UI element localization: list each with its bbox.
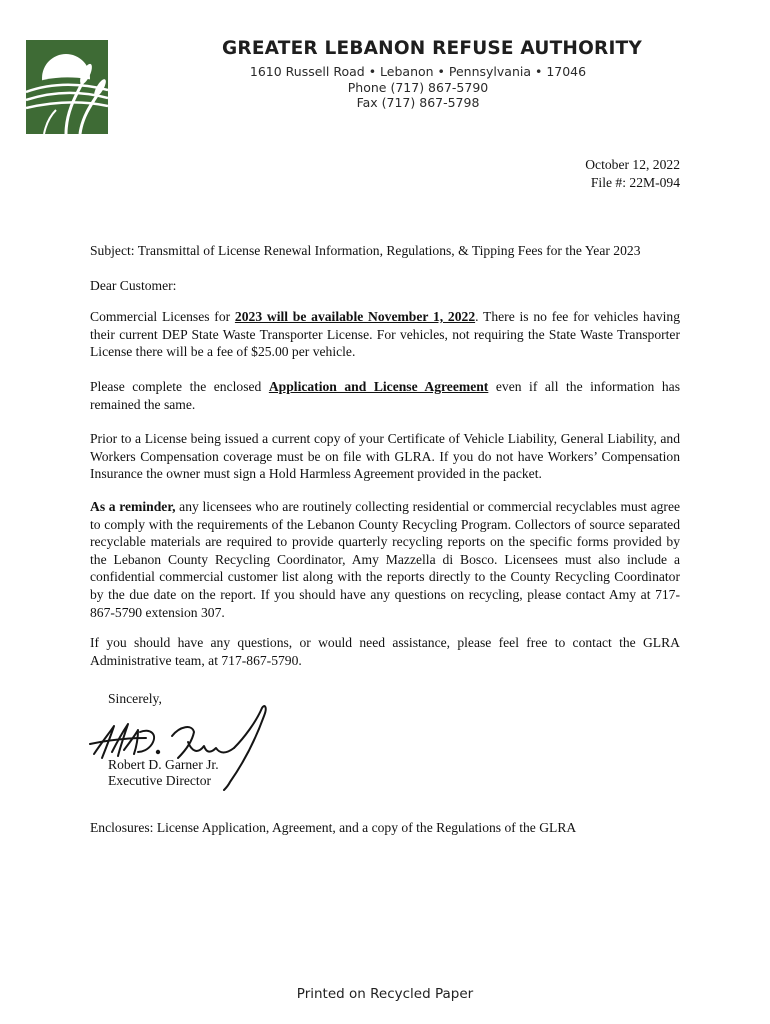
date-block [585,156,680,192]
signer-name: Robert D. Garner Jr. [108,757,219,772]
paragraph-text: any licensees who are routinely collecting residential or commercial recyclables must agree to comply with the requirements of the Lebanon County Recycling Program. Collectors of source separated recyclable materials are required to provide quarterly recycling reports on the specific forms provided by the Lebanon County Recycling Coordinator, Amy Mazzella di Bosco. Licensees must also include a confidential commercial customer list along with the reports directly to the County Recycling Coordinator by the due date on the report. If you should have any questions on recycling, please contact Amy at 717-867-5790 extension 307. [90,499,681,620]
paragraph-text: Please complete the enclosed [90,379,269,394]
recycled-paper-footer: Printed on Recycled Paper [296,986,474,1002]
paragraph-text: even if all the information has remained the same. [90,379,680,412]
closing: Sincerely, [108,691,162,706]
paragraph-insurance: Prior to a License being issued a current copy of your Certificate of Vehicle Liability, General Liability, and Workers Compensation coverage must be on file with GLRA. If you do not have Workers’ Compensation Insurance the owner must sign a Hold Harmless Agreement provided in the packet. [90,431,680,482]
paragraph-licenses [90,308,680,361]
paragraph-recycling [90,498,680,621]
signer-block [108,757,219,789]
organization-phone: Phone (717) 867-5790 [347,80,489,95]
paragraph-contact: If you should have any questions, or would need assistance, please feel free to contact the GLRA Administrative team, at 717-867-5790. [90,635,680,668]
organization-name: GREATER LEBANON REFUSE AUTHORITY [222,38,642,59]
letter-date: October 12, 2022 [585,157,680,172]
sun-over-field-logo-icon [26,40,108,134]
file-number: File #: 22M-094 [590,175,680,190]
application-agreement-emphasis: Application and License Agreement [268,379,489,394]
reminder-emphasis: As a reminder, [90,499,176,514]
subject-line: Subject: Transmittal of License Renewal Information, Regulations, & Tipping Fees for the Year 2023 [90,243,641,258]
enclosures-line: Enclosures: License Application, Agreement, and a copy of the Regulations of the GLRA [90,820,577,835]
organization-address: 1610 Russell Road • Lebanon • Pennsylvania • 17046 [249,64,587,79]
signer-title: Executive Director [108,773,212,788]
availability-date-emphasis: 2023 will be available November 1, 2022 [234,309,476,324]
salutation: Dear Customer: [90,278,177,293]
paragraph-text: . There is no fee for vehicles having their current DEP State Waste Transporter License. For vehicles, not requiring the State Waste Transporter License there will be a fee of $25.00 per vehicle. [90,309,681,360]
paragraph-text: Commercial Licenses for [90,309,235,324]
organization-fax: Fax (717) 867-5798 [356,95,480,110]
paragraph-application [90,378,680,413]
